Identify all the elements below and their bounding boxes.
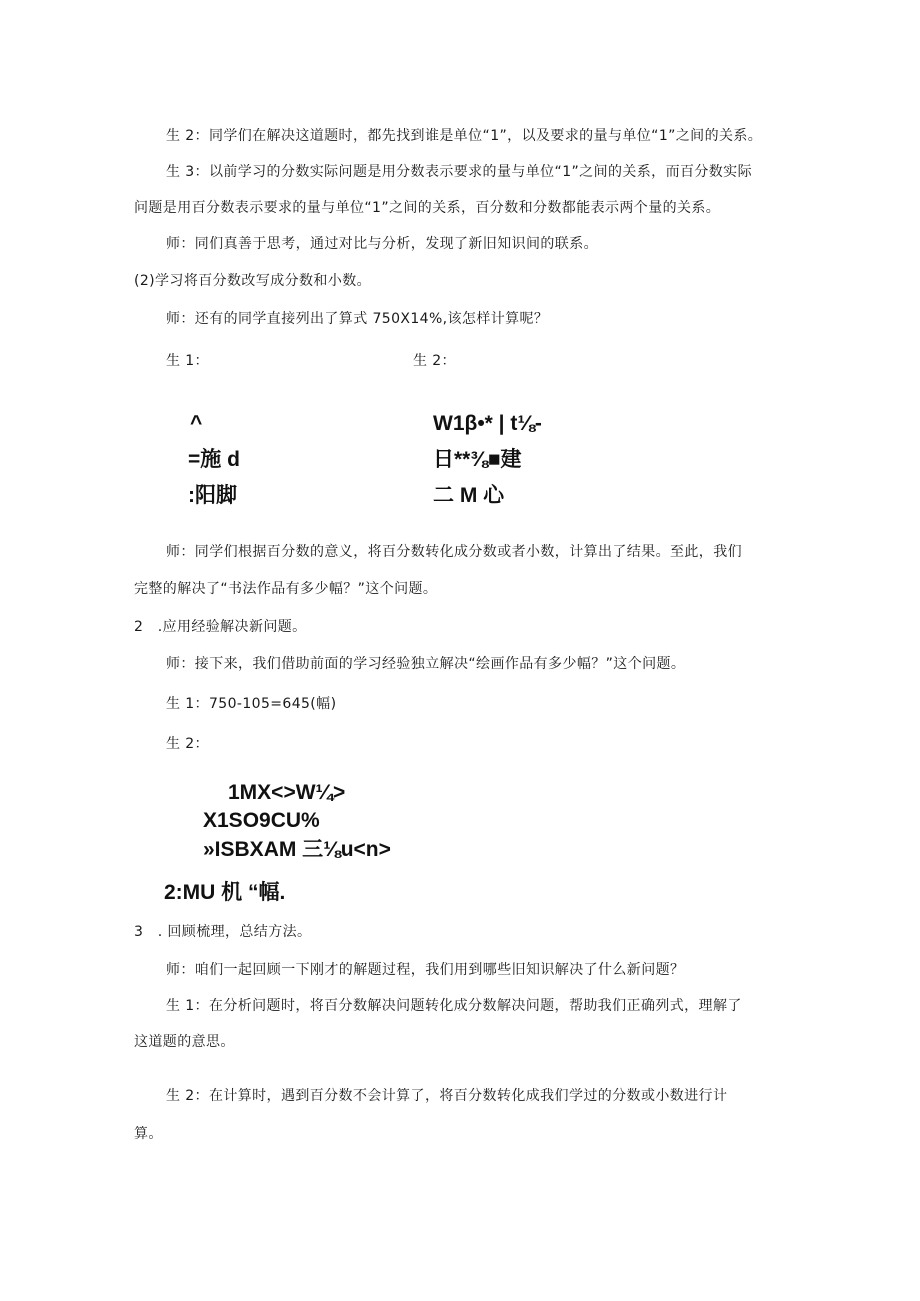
label-student1: 生 1： [166, 353, 209, 369]
paragraph-student1-review-line2: 这道题的意思。 [134, 1034, 235, 1050]
formula2-line4: 2:MU 机 “幅. [164, 881, 286, 904]
paragraph-student2-review-line2: 算。 [134, 1126, 163, 1142]
formula-right-line1: W1β•* | t⅛- [433, 412, 542, 435]
formula2-line2: X1SO9CU% [203, 809, 320, 832]
formula-right-line3: 二 M 心 [433, 484, 505, 507]
paragraph-teacher-praise: 师：同们真善于思考，通过对比与分析，发现了新旧知识间的联系。 [166, 236, 598, 252]
formula2-line3: »ISBXAM 三⅛u<n> [203, 838, 391, 861]
paragraph-teacher-summary-line2: 完整的解决了“书法作品有多少幅？”这个问题。 [134, 581, 438, 597]
formula-left-line3: :阳脚 [188, 484, 237, 507]
section-heading-review: 3 . 回顾梳理，总结方法。 [134, 924, 312, 940]
section-heading-percent-conversion: (2)学习将百分数改写成分数和小数。 [134, 273, 372, 289]
formula-left-line2: =施 d [188, 448, 240, 471]
paragraph-student2-review-line1: 生 2：在计算时，遇到百分数不会计算了，将百分数转化成我们学过的分数或小数进行计 [166, 1088, 728, 1104]
paragraph-teacher-review-question: 师：咱们一起回顾一下刚才的解题过程，我们用到哪些旧知识解决了什么新问题？ [166, 962, 685, 978]
formula-right-line2: 日**⅜■建 [433, 448, 522, 471]
paragraph-student1-review-line1: 生 1：在分析问题时，将百分数解决问题转化成分数解决问题，帮助我们正确列式，理解了 [166, 998, 742, 1014]
paragraph-teacher-question: 师：还有的同学直接列出了算式 750X14%,该怎样计算呢？ [166, 311, 549, 327]
paragraph-teacher-next-problem: 师：接下来，我们借助前面的学习经验独立解决“绘画作品有多少幅？”这个问题。 [166, 656, 686, 672]
section-heading-apply-experience: 2 .应用经验解决新问题。 [134, 619, 307, 635]
paragraph-student2-observation: 生 2：同学们在解决这道题时，都先找到谁是单位“1”，以及要求的量与单位“1”之间的关系。 [166, 128, 763, 144]
paragraph-teacher-summary-line1: 师：同学们根据百分数的意义，将百分数转化成分数或者小数，计算出了结果。至此，我们 [166, 544, 742, 560]
formula-left-line1: ^ [190, 412, 203, 435]
formula2-line1: 1MX<>W¼> [228, 781, 346, 804]
label-student2: 生 2： [413, 353, 456, 369]
label-student2-answer: 生 2： [166, 736, 209, 752]
paragraph-student1-answer: 生 1：750-105=645(幅) [166, 696, 337, 712]
paragraph-student3-line1: 生 3：以前学习的分数实际问题是用分数表示要求的量与单位“1”之间的关系，而百分数实际 [166, 164, 752, 180]
paragraph-student3-line2: 问题是用百分数表示要求的量与单位“1”之间的关系，百分数和分数都能表示两个量的关系。 [134, 200, 721, 216]
